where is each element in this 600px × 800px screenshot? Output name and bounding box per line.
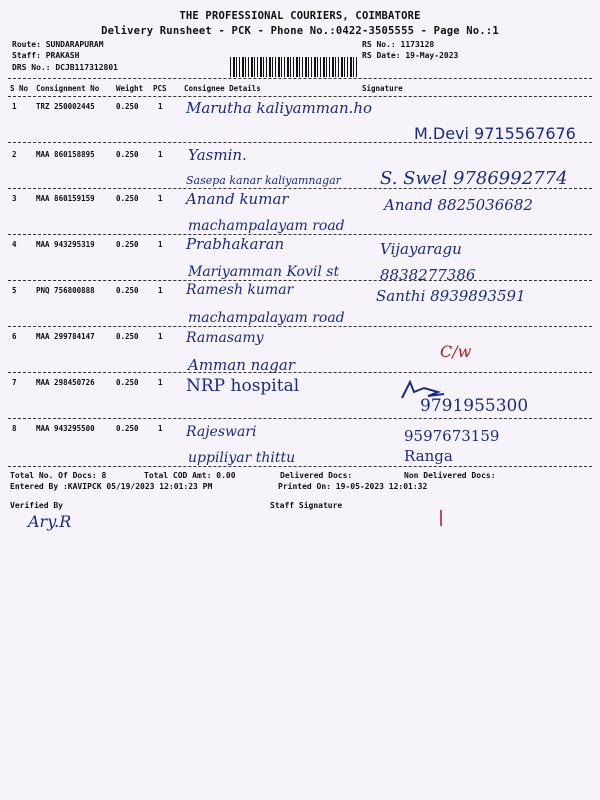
rs-number: RS No.: 1173128 xyxy=(362,40,435,49)
row-sno: 6 xyxy=(12,332,17,341)
handwritten-name: Yasmin. xyxy=(188,146,247,164)
col-sno: S No xyxy=(10,84,29,93)
handwritten-signature: C/w xyxy=(440,342,472,361)
document-title: THE PROFESSIONAL COURIERS, COIMBATORE xyxy=(179,10,421,22)
row-divider xyxy=(8,418,592,419)
handwritten-address: Mariyamman Kovil st xyxy=(188,264,340,280)
handwritten-address: Amman nagar xyxy=(188,356,295,374)
row-weight: 0.250 xyxy=(116,240,139,249)
entered-by: Entered By :KAVIPCK 05/19/2023 12:01:23 PM xyxy=(10,482,213,491)
handwritten-name: NRP hospital xyxy=(186,376,300,396)
col-pcs: PCS xyxy=(153,84,167,93)
row-pcs: 1 xyxy=(158,150,163,159)
row-pcs: 1 xyxy=(158,102,163,111)
row-weight: 0.250 xyxy=(116,194,139,203)
col-consignee: Consignee Details xyxy=(184,84,261,93)
row-divider xyxy=(8,234,592,235)
col-consignment: Consignment No xyxy=(36,84,100,93)
col-weight: Weight xyxy=(116,84,144,93)
row-pcs: 1 xyxy=(158,240,163,249)
delivered-docs: Delivered Docs: xyxy=(280,471,353,480)
verifier-signature: Ary.R xyxy=(28,512,72,531)
handwritten-name: Rajeswari xyxy=(186,424,257,440)
handwritten-signature: Anand 8825036682 xyxy=(384,196,533,214)
handwritten-signature: 9791955300 xyxy=(420,396,529,416)
handwritten-signature: M.Devi 9715567676 xyxy=(414,124,576,143)
red-ink-mark-icon xyxy=(438,508,444,528)
handwritten-name: Anand kumar xyxy=(186,190,289,208)
printed-on: Printed On: 19-05-2023 12:01:32 xyxy=(278,482,428,491)
handwritten-name: Ramasamy xyxy=(186,330,264,346)
row-consignment: MAA 299784147 xyxy=(36,332,95,341)
route-label: Route: SUNDARAPURAM xyxy=(12,40,104,49)
row-sno: 8 xyxy=(12,424,17,433)
row-consignment: MAA 860159159 xyxy=(36,194,95,203)
col-signature: Signature xyxy=(362,84,403,93)
row-sno: 1 xyxy=(12,102,17,111)
staff-label: Staff: PRAKASH xyxy=(12,51,80,60)
handwritten-signature: 9597673159 Ranga xyxy=(404,427,500,465)
row-consignment: MAA 943295500 xyxy=(36,424,95,433)
row-sno: 5 xyxy=(12,286,17,295)
total-docs: Total No. Of Docs: 8 xyxy=(10,471,107,480)
row-weight: 0.250 xyxy=(116,150,139,159)
handwritten-name: Marutha kaliyamman.ho xyxy=(186,99,373,117)
row-pcs: 1 xyxy=(158,286,163,295)
row-weight: 0.250 xyxy=(116,102,139,111)
handwritten-signature: Santhi 8939893591 xyxy=(376,287,526,305)
total-cod: Total COD Amt: 0.00 xyxy=(144,471,236,480)
handwritten-address: machampalayam road xyxy=(188,218,345,234)
row-divider xyxy=(8,280,592,281)
row-sno: 2 xyxy=(12,150,17,159)
handwritten-signature: S. Swel 9786992774 xyxy=(380,168,568,189)
header-divider xyxy=(8,78,592,79)
drs-number: DRS No.: DCJB117312801 xyxy=(12,63,118,72)
row-pcs: 1 xyxy=(158,424,163,433)
row-weight: 0.250 xyxy=(116,286,139,295)
row-pcs: 1 xyxy=(158,332,163,341)
row-divider xyxy=(8,372,592,373)
row-consignment: MAA 298450726 xyxy=(36,378,95,387)
row-sno: 4 xyxy=(12,240,17,249)
row-pcs: 1 xyxy=(158,378,163,387)
row-divider xyxy=(8,326,592,327)
row-weight: 0.250 xyxy=(116,332,139,341)
handwritten-name: Ramesh kumar xyxy=(186,282,294,298)
row-weight: 0.250 xyxy=(116,378,139,387)
row-divider xyxy=(8,188,592,189)
row-sno: 3 xyxy=(12,194,17,203)
row-divider xyxy=(8,142,592,143)
barcode-graphic xyxy=(230,57,358,77)
handwritten-name: Prabhakaran xyxy=(186,235,285,253)
handwritten-signature: Vijayaragu 8838277386 xyxy=(380,240,476,284)
handwritten-address: machampalayam road xyxy=(188,310,345,326)
handwritten-address: uppiliyar thittu xyxy=(188,450,296,466)
non-delivered-docs: Non Delivered Docs: xyxy=(404,471,496,480)
row-consignment: TRZ 250002445 xyxy=(36,102,95,111)
row-sno: 7 xyxy=(12,378,17,387)
staff-signature-label: Staff Signature xyxy=(270,501,343,510)
row-weight: 0.250 xyxy=(116,424,139,433)
column-header-divider xyxy=(8,96,592,97)
document-subtitle: Delivery Runsheet - PCK - Phone No.:0422-3505555 - Page No.:1 xyxy=(101,25,499,37)
row-consignment: PNQ 756800888 xyxy=(36,286,95,295)
verified-by-label: Verified By xyxy=(10,501,63,510)
row-pcs: 1 xyxy=(158,194,163,203)
table-bottom-divider xyxy=(8,466,592,467)
row-consignment: MAA 943295319 xyxy=(36,240,95,249)
row-consignment: MAA 860158895 xyxy=(36,150,95,159)
handwritten-address: Sasepa kanar kaliyamnagar xyxy=(186,174,341,187)
rs-date: RS Date: 19-May-2023 xyxy=(362,51,459,60)
